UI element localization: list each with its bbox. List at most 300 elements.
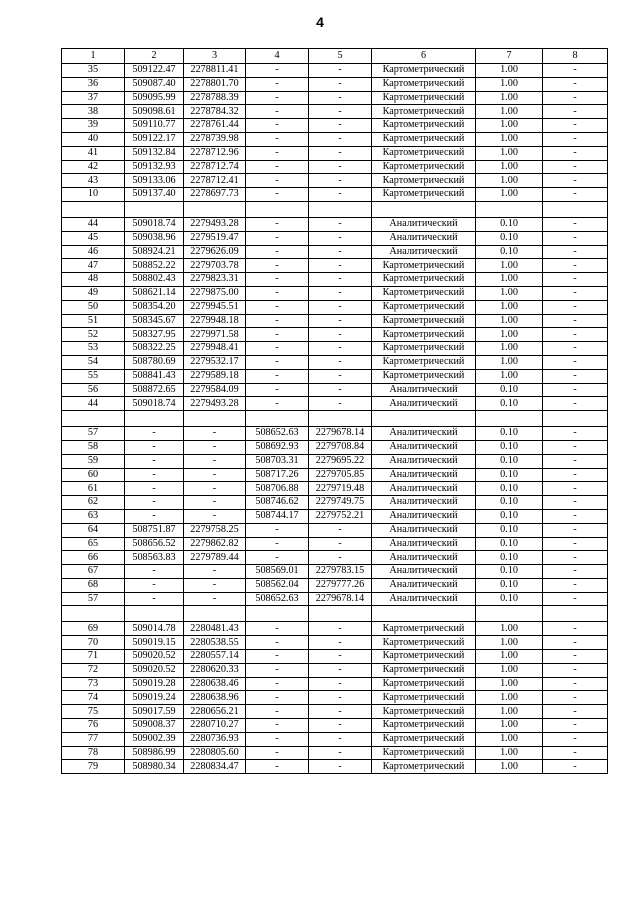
table-cell: 1.00 xyxy=(476,677,543,691)
table-row xyxy=(62,578,608,592)
table-cell: 1.00 xyxy=(476,760,543,774)
table-cell: 79 xyxy=(62,760,125,774)
table-cell: 1.00 xyxy=(476,622,543,636)
table-row xyxy=(62,383,608,397)
column-header: 4 xyxy=(246,49,309,64)
table-cell: 2279705.85 xyxy=(309,468,372,482)
table-cell: - xyxy=(246,132,309,146)
table-cell: 2279678.14 xyxy=(309,592,372,606)
table-cell: - xyxy=(543,760,608,774)
table-cell: 0.10 xyxy=(476,468,543,482)
table-cell: 0.10 xyxy=(476,565,543,579)
table-cell: - xyxy=(543,369,608,383)
table-cell: 2280656.21 xyxy=(184,705,246,719)
table-cell: - xyxy=(543,397,608,411)
table-cell: Картометрический xyxy=(372,663,476,677)
table-cell: 1.00 xyxy=(476,259,543,273)
table-cell: - xyxy=(125,427,184,441)
table-cell: - xyxy=(543,328,608,342)
table-cell: - xyxy=(543,705,608,719)
table-cell: 509087.40 xyxy=(125,77,184,91)
table-cell: 61 xyxy=(62,482,125,496)
table-cell: - xyxy=(125,578,184,592)
table-cell: - xyxy=(309,273,372,287)
table-cell: - xyxy=(543,231,608,245)
table-cell: Аналитический xyxy=(372,537,476,551)
table-cell: 509122.17 xyxy=(125,132,184,146)
table-row xyxy=(62,691,608,705)
table-cell: - xyxy=(246,146,309,160)
table-cell: 0.10 xyxy=(476,383,543,397)
table-cell xyxy=(184,411,246,427)
table-cell: 2279948.41 xyxy=(184,342,246,356)
table-cell xyxy=(543,411,608,427)
column-header: 7 xyxy=(476,49,543,64)
table-cell: 1.00 xyxy=(476,188,543,202)
table-row xyxy=(62,705,608,719)
table-cell: - xyxy=(543,592,608,606)
table-cell: 508924.21 xyxy=(125,245,184,259)
table-cell: - xyxy=(309,146,372,160)
table-cell: - xyxy=(543,259,608,273)
table-cell: Картометрический xyxy=(372,328,476,342)
table-cell: Картометрический xyxy=(372,760,476,774)
table-cell: 10 xyxy=(62,188,125,202)
table-cell: 48 xyxy=(62,273,125,287)
table-cell: 2279493.28 xyxy=(184,217,246,231)
table-cell: 2280834.47 xyxy=(184,760,246,774)
table-cell: - xyxy=(309,174,372,188)
table-cell: Аналитический xyxy=(372,440,476,454)
table-cell: Аналитический xyxy=(372,468,476,482)
table-cell: - xyxy=(543,565,608,579)
table-cell: 53 xyxy=(62,342,125,356)
table-cell: - xyxy=(309,217,372,231)
table-cell: - xyxy=(246,663,309,677)
table-cell: - xyxy=(246,314,309,328)
table-cell: 75 xyxy=(62,705,125,719)
table-row xyxy=(62,565,608,579)
table-cell: - xyxy=(246,523,309,537)
table-cell: 1.00 xyxy=(476,650,543,664)
table-cell: - xyxy=(246,119,309,133)
table-cell: 2279749.75 xyxy=(309,496,372,510)
table-cell: - xyxy=(543,64,608,78)
table-cell: - xyxy=(246,231,309,245)
table-cell: 508703.31 xyxy=(246,454,309,468)
table-row xyxy=(62,650,608,664)
table-cell: 1.00 xyxy=(476,342,543,356)
table-row xyxy=(62,286,608,300)
table-row xyxy=(62,482,608,496)
table-cell: 37 xyxy=(62,91,125,105)
table-cell: - xyxy=(309,300,372,314)
table-cell: - xyxy=(246,77,309,91)
table-cell: 0.10 xyxy=(476,509,543,523)
table-cell: - xyxy=(543,482,608,496)
column-header: 1 xyxy=(62,49,125,64)
table-cell: - xyxy=(543,719,608,733)
table-cell: - xyxy=(246,64,309,78)
table-cell: - xyxy=(543,286,608,300)
table-cell: - xyxy=(309,132,372,146)
table-cell: 58 xyxy=(62,440,125,454)
table-row xyxy=(62,77,608,91)
table-cell: 2279758.25 xyxy=(184,523,246,537)
table-cell: 2279719.48 xyxy=(309,482,372,496)
table-cell: 508345.67 xyxy=(125,314,184,328)
table-cell: 508746.62 xyxy=(246,496,309,510)
table-cell: 508621.14 xyxy=(125,286,184,300)
table-row xyxy=(62,760,608,774)
table-cell: - xyxy=(184,482,246,496)
table-cell: Картометрический xyxy=(372,622,476,636)
table-row xyxy=(62,245,608,259)
table-cell: - xyxy=(309,355,372,369)
table-cell: 1.00 xyxy=(476,746,543,760)
table-cell: Аналитический xyxy=(372,397,476,411)
table-cell: - xyxy=(543,622,608,636)
coordinates-table xyxy=(61,48,608,774)
table-cell: Картометрический xyxy=(372,342,476,356)
table-cell: 2279589.18 xyxy=(184,369,246,383)
table-row xyxy=(62,537,608,551)
table-cell: - xyxy=(543,551,608,565)
table-cell: Аналитический xyxy=(372,565,476,579)
table-cell: 1.00 xyxy=(476,705,543,719)
table-cell: Аналитический xyxy=(372,551,476,565)
table-cell: - xyxy=(309,691,372,705)
table-cell: - xyxy=(309,622,372,636)
table-cell: 54 xyxy=(62,355,125,369)
table-cell: - xyxy=(309,705,372,719)
table-cell: 508751.87 xyxy=(125,523,184,537)
table-cell xyxy=(543,606,608,622)
table-cell xyxy=(246,201,309,217)
table-cell: 0.10 xyxy=(476,578,543,592)
table-row xyxy=(62,105,608,119)
table-cell: 2279777.26 xyxy=(309,578,372,592)
table-cell: 2279493.28 xyxy=(184,397,246,411)
table-cell: 72 xyxy=(62,663,125,677)
table-row xyxy=(62,468,608,482)
table-cell: - xyxy=(309,160,372,174)
table-cell: - xyxy=(543,746,608,760)
table-cell: - xyxy=(543,650,608,664)
table-cell: 509110.77 xyxy=(125,119,184,133)
table-cell: 1.00 xyxy=(476,273,543,287)
table-cell: Картометрический xyxy=(372,119,476,133)
table-row xyxy=(62,132,608,146)
table-cell: 509019.28 xyxy=(125,677,184,691)
table-row xyxy=(62,509,608,523)
table-cell: - xyxy=(246,650,309,664)
table-cell: 44 xyxy=(62,217,125,231)
table-cell: 2279823.31 xyxy=(184,273,246,287)
table-cell: 66 xyxy=(62,551,125,565)
table-row xyxy=(62,440,608,454)
table-cell: - xyxy=(543,496,608,510)
table-cell: 2279703.78 xyxy=(184,259,246,273)
table-cell: 508569.01 xyxy=(246,565,309,579)
table-cell xyxy=(543,201,608,217)
table-cell: Аналитический xyxy=(372,592,476,606)
table-cell: 1.00 xyxy=(476,636,543,650)
table-cell: - xyxy=(184,578,246,592)
table-cell: 1.00 xyxy=(476,91,543,105)
table-cell: - xyxy=(309,119,372,133)
table-cell: Аналитический xyxy=(372,454,476,468)
table-cell: 509008.37 xyxy=(125,719,184,733)
table-cell: - xyxy=(246,342,309,356)
table-row xyxy=(62,663,608,677)
table-cell: 509017.59 xyxy=(125,705,184,719)
table-cell: 509132.84 xyxy=(125,146,184,160)
table-cell: 1.00 xyxy=(476,328,543,342)
table-cell: 57 xyxy=(62,592,125,606)
table-cell: - xyxy=(543,188,608,202)
table-cell: - xyxy=(246,551,309,565)
table-cell: Картометрический xyxy=(372,677,476,691)
table-cell: - xyxy=(309,523,372,537)
table-cell: - xyxy=(309,397,372,411)
table-cell: - xyxy=(246,719,309,733)
table-cell: 509137.40 xyxy=(125,188,184,202)
table-cell: 52 xyxy=(62,328,125,342)
table-cell xyxy=(246,606,309,622)
table-cell: - xyxy=(309,328,372,342)
table-cell: 0.10 xyxy=(476,440,543,454)
table-row xyxy=(62,369,608,383)
table-cell: 2278739.98 xyxy=(184,132,246,146)
table-cell: 1.00 xyxy=(476,286,543,300)
table-cell: - xyxy=(246,760,309,774)
table-cell: - xyxy=(543,105,608,119)
table-row xyxy=(62,273,608,287)
table-cell: - xyxy=(543,174,608,188)
table-cell: - xyxy=(125,509,184,523)
table-cell: 2279948.18 xyxy=(184,314,246,328)
table-cell: Картометрический xyxy=(372,64,476,78)
table-cell: 2280638.96 xyxy=(184,691,246,705)
table-cell: 2278801.70 xyxy=(184,77,246,91)
table-row xyxy=(62,91,608,105)
table-cell: 2279678.14 xyxy=(309,427,372,441)
table-cell xyxy=(372,201,476,217)
table-row xyxy=(62,328,608,342)
table-cell: - xyxy=(246,259,309,273)
table-cell: - xyxy=(246,705,309,719)
table-cell: Картометрический xyxy=(372,705,476,719)
table-cell: - xyxy=(543,677,608,691)
table-row xyxy=(62,231,608,245)
table-row xyxy=(62,719,608,733)
table-cell: 509019.24 xyxy=(125,691,184,705)
table-cell: - xyxy=(246,732,309,746)
table-cell: Картометрический xyxy=(372,273,476,287)
table-cell: Картометрический xyxy=(372,732,476,746)
column-header: 3 xyxy=(184,49,246,64)
table-cell: 60 xyxy=(62,468,125,482)
table-cell: - xyxy=(184,592,246,606)
table-cell: Картометрический xyxy=(372,174,476,188)
table-cell: - xyxy=(543,77,608,91)
table-cell: 508780.69 xyxy=(125,355,184,369)
table-cell: - xyxy=(246,245,309,259)
table-cell: 509098.61 xyxy=(125,105,184,119)
table-cell: 509133.06 xyxy=(125,174,184,188)
table-cell: 2280620.33 xyxy=(184,663,246,677)
table-cell: 2280481.43 xyxy=(184,622,246,636)
table-cell: 2279695.22 xyxy=(309,454,372,468)
table-cell: 2279862.82 xyxy=(184,537,246,551)
table-cell: - xyxy=(309,746,372,760)
table-cell: 2278712.74 xyxy=(184,160,246,174)
table-cell xyxy=(184,606,246,622)
table-row xyxy=(62,397,608,411)
table-cell: - xyxy=(543,523,608,537)
table-cell: 508563.83 xyxy=(125,551,184,565)
table-cell: Картометрический xyxy=(372,355,476,369)
table-cell: Картометрический xyxy=(372,650,476,664)
table-cell: 65 xyxy=(62,537,125,551)
table-cell: - xyxy=(543,91,608,105)
table-cell: - xyxy=(184,427,246,441)
table-cell xyxy=(62,606,125,622)
table-cell: 56 xyxy=(62,383,125,397)
table-cell: 508652.63 xyxy=(246,427,309,441)
table-cell: Картометрический xyxy=(372,259,476,273)
table-cell: - xyxy=(309,286,372,300)
table-cell: Аналитический xyxy=(372,427,476,441)
table-cell: 71 xyxy=(62,650,125,664)
table-cell: 508652.63 xyxy=(246,592,309,606)
table-cell: 35 xyxy=(62,64,125,78)
table-row xyxy=(62,636,608,650)
table-cell: 509019.15 xyxy=(125,636,184,650)
table-cell: 46 xyxy=(62,245,125,259)
table-cell: Картометрический xyxy=(372,746,476,760)
table-cell: - xyxy=(246,328,309,342)
table-cell xyxy=(125,201,184,217)
table-row xyxy=(62,64,608,78)
table-row xyxy=(62,119,608,133)
table-row xyxy=(62,732,608,746)
table-cell: 2279783.15 xyxy=(309,565,372,579)
table-cell: Картометрический xyxy=(372,369,476,383)
table-cell: 2279708.84 xyxy=(309,440,372,454)
table-cell: - xyxy=(184,565,246,579)
table-cell: Картометрический xyxy=(372,636,476,650)
table-cell: 2279752.21 xyxy=(309,509,372,523)
table-cell: - xyxy=(184,496,246,510)
table-row xyxy=(62,217,608,231)
table-cell: Аналитический xyxy=(372,509,476,523)
table-cell: 509020.52 xyxy=(125,650,184,664)
table-cell: 1.00 xyxy=(476,132,543,146)
table-cell: - xyxy=(246,174,309,188)
table-cell: 509020.52 xyxy=(125,663,184,677)
table-cell: - xyxy=(543,440,608,454)
table-cell: Аналитический xyxy=(372,578,476,592)
table-cell: - xyxy=(184,468,246,482)
table-cell: 2280638.46 xyxy=(184,677,246,691)
table-cell: 64 xyxy=(62,523,125,537)
table-cell: 51 xyxy=(62,314,125,328)
table-cell: 73 xyxy=(62,677,125,691)
table-cell: 1.00 xyxy=(476,300,543,314)
table-cell: 509038.96 xyxy=(125,231,184,245)
table-cell: 508980.34 xyxy=(125,760,184,774)
table-cell: 1.00 xyxy=(476,691,543,705)
table-cell: 1.00 xyxy=(476,105,543,119)
table-cell: 43 xyxy=(62,174,125,188)
table-cell: - xyxy=(543,146,608,160)
table-cell: 509014.78 xyxy=(125,622,184,636)
column-header: 5 xyxy=(309,49,372,64)
column-header: 6 xyxy=(372,49,476,64)
table-cell: - xyxy=(309,314,372,328)
table-cell: - xyxy=(309,663,372,677)
table-cell: 0.10 xyxy=(476,454,543,468)
table-cell: - xyxy=(246,300,309,314)
table-cell: Картометрический xyxy=(372,300,476,314)
table-cell: 1.00 xyxy=(476,719,543,733)
table-cell: 1.00 xyxy=(476,119,543,133)
table-cell: 2278784.32 xyxy=(184,105,246,119)
table-cell: - xyxy=(246,217,309,231)
table-cell: - xyxy=(125,454,184,468)
table-cell: 509095.99 xyxy=(125,91,184,105)
table-cell: - xyxy=(246,537,309,551)
table-cell: - xyxy=(246,383,309,397)
table-cell: - xyxy=(309,245,372,259)
table-cell: 0.10 xyxy=(476,537,543,551)
table-cell: - xyxy=(543,427,608,441)
table-cell: 508327.95 xyxy=(125,328,184,342)
table-cell xyxy=(309,606,372,622)
table-cell: 1.00 xyxy=(476,160,543,174)
table-cell: - xyxy=(543,383,608,397)
table-cell: 2279532.17 xyxy=(184,355,246,369)
table-cell: 70 xyxy=(62,636,125,650)
table-cell: 2278697.73 xyxy=(184,188,246,202)
table-cell: - xyxy=(543,454,608,468)
table-cell: 2278712.41 xyxy=(184,174,246,188)
table-cell xyxy=(125,411,184,427)
table-cell xyxy=(125,606,184,622)
table-cell: - xyxy=(543,273,608,287)
table-cell: 2279789.44 xyxy=(184,551,246,565)
table-cell xyxy=(476,606,543,622)
table-cell: 508852.22 xyxy=(125,259,184,273)
table-cell: 1.00 xyxy=(476,355,543,369)
table-cell: Картометрический xyxy=(372,132,476,146)
table-cell: 508562.04 xyxy=(246,578,309,592)
table-cell: Картометрический xyxy=(372,146,476,160)
table-row xyxy=(62,454,608,468)
table-cell: 2280538.55 xyxy=(184,636,246,650)
table-cell: - xyxy=(125,496,184,510)
table-cell: - xyxy=(543,663,608,677)
table-cell: 509122.47 xyxy=(125,64,184,78)
table-cell xyxy=(309,201,372,217)
table-cell: - xyxy=(543,468,608,482)
table-cell: 2278712.96 xyxy=(184,146,246,160)
table-row xyxy=(62,427,608,441)
table-cell: - xyxy=(543,300,608,314)
table-cell: 2279945.51 xyxy=(184,300,246,314)
